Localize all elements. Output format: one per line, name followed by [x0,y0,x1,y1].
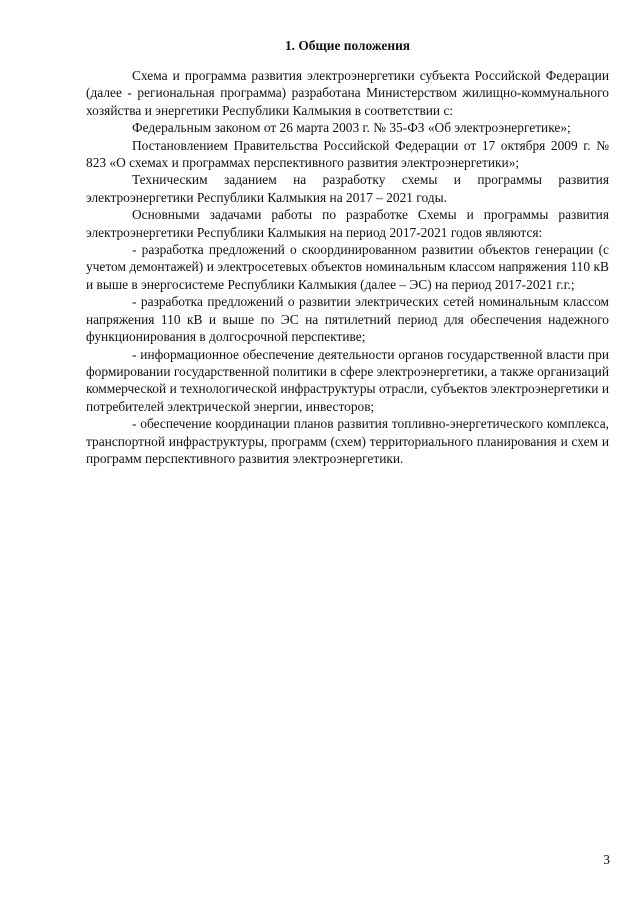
paragraph-federal-law: Федеральным законом от 26 марта 2003 г. № 35-ФЗ «Об электроэнергетике»; [132,120,571,136]
list-item-coordination: - обеспечение координации планов развития топливно-энергетического комплекса, транспортной инфраструктуры, программ (схем) территориального планирования и схем и программ перспективного развития электроэнергетики. [86,416,609,466]
paragraph-intro: Схема и программа развития электроэнергетики субъекта Российской Федерации (далее - региональная программа) разработана Министерством жилищно-коммунального хозяйства и энергетики Республики Калмыкия в соответствии с: [86,68,609,118]
paragraph-government-decree: Постановлением Правительства Российской Федерации от 17 октября 2009 г. № 823 «О схемах и программах перспективного развития электроэнергетики»; [86,137,609,171]
section-heading: 1. Общие положения [284,38,411,53]
paragraph-technical-task: Техническим заданием на разработку схемы и программы развития электроэнергетики Республики Калмыкия на 2017 – 2021 годы. [86,172,609,205]
list-item-network-proposals: - разработка предложений о развитии электрических сетей номинальным классом напряжения 110 кВ и выше по ЭС на пятилетний период для обеспечения надежного функционирования в долгосрочной перспективе; [86,294,609,345]
list-item-information-support: - информационное обеспечение деятельности органов государственной власти при формировании государственной политики в сфере электроэнергетики, а также организаций коммерческой и технологической инфраструктуры отрасли, субъектов электроэнергетики и потребителей электрической энергии, инвесторов; [86,346,609,414]
page-number: 3 [603,852,610,867]
section-body [86,67,609,467]
paragraph-main-tasks: Основными задачами работы по разработке Схемы и программы развития электроэнергетики Республики Калмыкия на период 2017-2021 годов являются: [86,207,609,240]
list-item-generation-proposals: - разработка предложений о скоординированном развитии объектов генерации (с учетом демонтажей) и электросетевых объектов номинальным классом напряжения 110 кВ и выше в энергосистеме Республики Калмыкия (далее – ЭС) на период 2017-2021 г.г.; [86,242,609,292]
